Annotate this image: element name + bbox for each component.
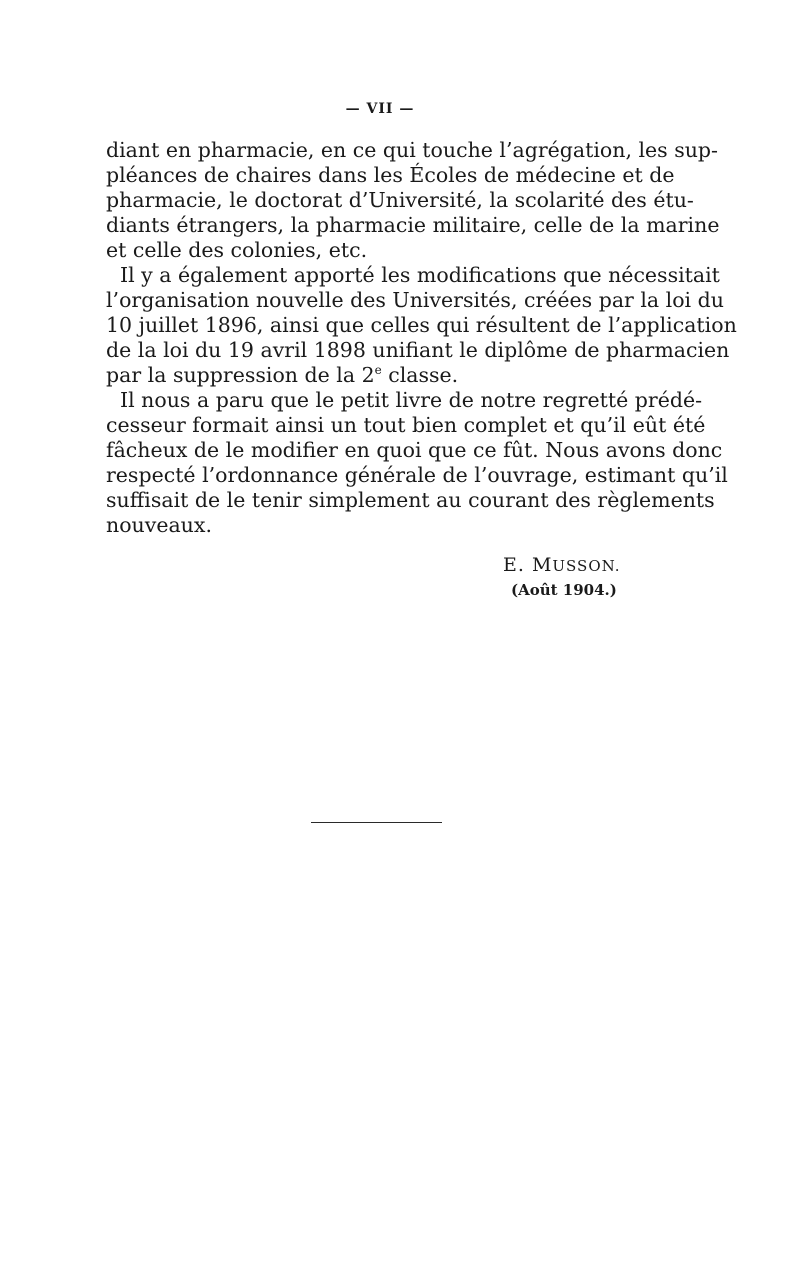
text-fragment: par la suppression de la 2 (106, 363, 375, 387)
text-line: et celle des colonies, etc. (106, 238, 368, 262)
text-line: respecté l’ordonnance générale de l’ouvrage, estimant qu’il (106, 463, 728, 487)
author-signature (503, 554, 621, 576)
signature-initial: E. M (503, 554, 553, 576)
signature-date: (Août 1904.) (511, 581, 617, 599)
text-line: Il nous a paru que le petit livre de notre regretté prédé- (120, 388, 703, 412)
text-line: diant en pharmacie, en ce qui touche l’agrégation, les sup- (106, 138, 718, 162)
text-line (106, 363, 668, 388)
text-line: pharmacie, le doctorat d’Université, la scolarité des étu- (106, 188, 694, 212)
signature-surname: USSON. (552, 557, 621, 575)
text-line: de la loi du 19 avril 1898 unifiant le diplôme de pharmacien (106, 338, 730, 362)
page-number: — VII — (345, 101, 415, 117)
text-fragment: classe. (381, 363, 459, 387)
text-line: fâcheux de le modifier en quoi que ce fût. Nous avons donc (106, 438, 723, 462)
text-line: diants étrangers, la pharmacie militaire, celle de la marine (106, 213, 720, 237)
end-rule (311, 822, 442, 823)
text-line: pléances de chaires dans les Écoles de médecine et de (106, 163, 675, 187)
text-line: Il y a également apporté les modifications que nécessitait (120, 263, 720, 287)
text-line: nouveaux. (106, 513, 212, 537)
body-text (106, 138, 737, 538)
text-line: suffisait de le tenir simplement au courant des règlements (106, 488, 715, 512)
text-line: 10 juillet 1896, ainsi que celles qui résultent de l’application (106, 313, 737, 337)
text-line: l’organisation nouvelle des Universités, créées par la loi du (106, 288, 724, 312)
superscript: e (374, 363, 382, 378)
text-line: cesseur formait ainsi un tout bien complet et qu’il eût été (106, 413, 706, 437)
